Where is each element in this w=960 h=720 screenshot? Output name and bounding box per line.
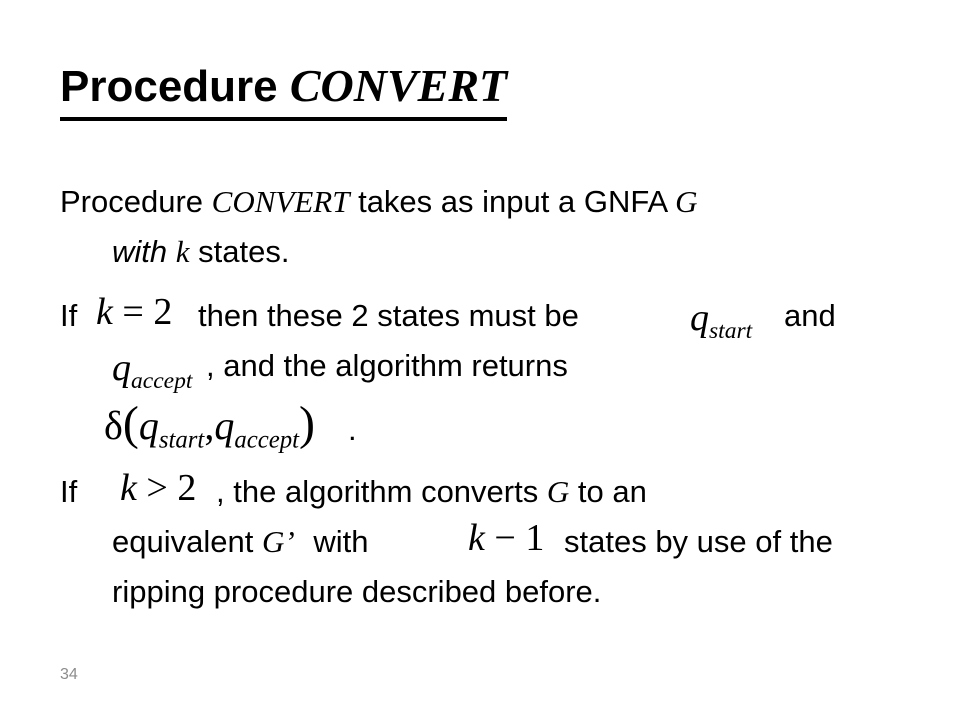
p2-period: . (348, 412, 357, 447)
p3-if: If (60, 474, 78, 509)
p2-if: If (60, 298, 78, 333)
p3-comma: , (216, 474, 225, 509)
p3-line3: ripping procedure described before. (112, 574, 602, 609)
math-k-equals-2: k = 2 (96, 291, 173, 333)
slide-number: 34 (60, 666, 78, 683)
math-k-minus-1: k − 1 (468, 517, 545, 559)
p3-mid: the algorithm converts (233, 474, 539, 509)
math-q-start: $q_{start}$ (690, 297, 753, 345)
p1-lead: Procedure (60, 184, 204, 219)
math-q-accept: $q_{accept}$ (112, 347, 193, 395)
p2-mid: then these 2 states must be (198, 298, 579, 333)
p1-line1 (60, 182, 698, 222)
math-delta-expression: $\delta(q_{start},q_{accept})$ (104, 397, 316, 454)
p1-states: states. (198, 234, 290, 269)
p3-line1 (216, 472, 647, 512)
p3-g: G (546, 474, 570, 509)
p2-line2: , and the algorithm returns (206, 348, 568, 383)
p1-k: k (175, 234, 190, 269)
p1-mid: takes as input a GNFA (358, 184, 667, 219)
p1-line2 (112, 232, 289, 272)
math-k-greater-2: k > 2 (120, 467, 197, 509)
p3-equivalent: equivalent (112, 524, 254, 559)
title-emphasis: CONVERT (289, 60, 508, 111)
p1-proc-name: CONVERT (211, 184, 350, 219)
p2-and: and (784, 298, 836, 333)
title-prefix: Procedure (60, 62, 278, 111)
p3-to-an: to an (577, 474, 647, 509)
p1-g: G (675, 184, 698, 219)
p3-with: with (313, 524, 369, 559)
p1-with: with (112, 234, 168, 269)
slide-title (60, 58, 507, 121)
p3-line2-left (112, 522, 368, 562)
p3-states-tail: states by use of the (564, 524, 833, 559)
p3-g-prime: G’ (261, 524, 295, 559)
